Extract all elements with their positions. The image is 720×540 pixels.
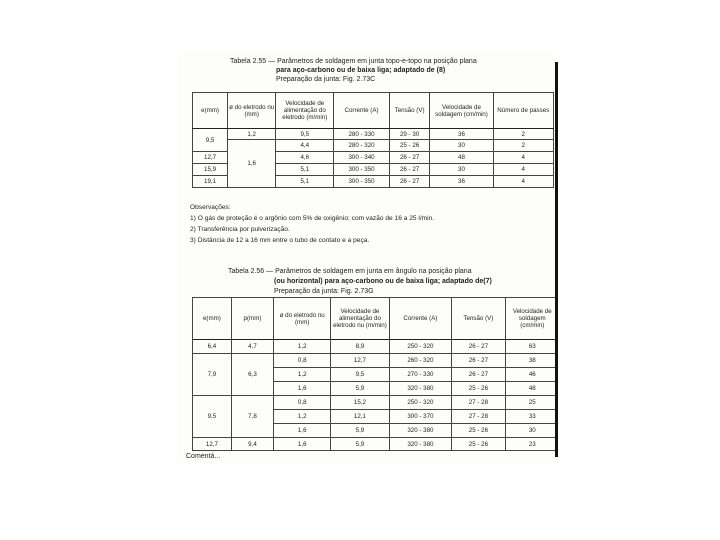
t2-cell-v: 27 - 28 [452,396,505,410]
t2-cell-va: 5,9 [331,424,389,438]
t1-cell-d: 1,6 [228,140,276,188]
t1-cell-va: 4,6 [276,152,334,164]
page-edge-line [555,62,558,457]
t2-cell-e: 12,7 [193,438,232,451]
t2-header-current: Corrente (A) [389,298,452,340]
t2-cell-vs: 48 [505,382,558,396]
t1-cell-v: 26 - 27 [389,164,430,176]
t2-cell-d: 1,2 [274,368,331,382]
table-row [193,140,554,152]
t2-cell-i: 300 - 370 [389,410,452,424]
table-row [193,396,559,410]
t2-cell-va: 9,5 [331,368,389,382]
t2-cell-vs: 30 [505,424,558,438]
t2-cell-va: 5,9 [331,438,389,451]
t1-cell-d: 1,2 [228,129,276,140]
table2-caption-line2 [274,278,492,286]
t2-cell-v: 25 - 26 [452,438,505,451]
t1-cell-va: 9,5 [276,129,334,140]
table1 [192,92,554,188]
t1-cell-vs: 30 [430,164,493,176]
table-row [193,438,559,451]
t1-cell-va: 5,1 [276,176,334,188]
t2-cell-va: 8,9 [331,340,389,354]
t2-cell-vs: 63 [505,340,558,354]
t2-cell-d: 0,8 [274,396,331,410]
t1-cell-e: 9,5 [193,129,228,152]
t2-cell-i: 320 - 380 [389,424,452,438]
t1-cell-i: 300 - 350 [334,176,389,188]
t2-cell-va: 12,7 [331,354,389,368]
t1-cell-e: 12,7 [193,152,228,164]
truncated-comments-text: Comentá... [186,453,221,460]
t1-header-voltage: Tensão (V) [389,93,430,129]
t2-header-thickness: e(mm) [193,298,232,340]
t1-header-current: Corrente (A) [334,93,389,129]
t2-cell-v: 26 - 27 [452,354,505,368]
table2-caption-line3: Preparação da junta: Fig. 2.73G [274,288,374,295]
t2-cell-v: 27 - 28 [452,410,505,424]
t2-cell-vs: 23 [505,438,558,451]
table1-notes [190,202,434,246]
t1-header-welding-speed: Velocidade de soldagem (cm/min) [430,93,493,129]
t2-header-electrode-diameter: ø do eletrodo nu (mm) [274,298,331,340]
t2-cell-i: 320 - 380 [389,438,452,451]
t2-cell-e: 6,4 [193,340,232,354]
table2 [192,297,558,451]
t1-cell-va: 4,4 [276,140,334,152]
scanned-document [178,52,558,462]
t1-cell-i: 300 - 340 [334,152,389,164]
table2-caption-line1: Tabela 2.56 — Parâmetros de soldagem em junta em ângulo na posição plana [228,268,472,275]
t2-cell-d: 1,2 [274,410,331,424]
t1-cell-v: 26 - 27 [389,152,430,164]
t1-cell-v: 26 - 27 [389,176,430,188]
t2-cell-vs: 25 [505,396,558,410]
t2-cell-i: 320 - 380 [389,382,452,396]
t2-cell-v: 26 - 27 [452,340,505,354]
t1-cell-i: 300 - 350 [334,164,389,176]
t2-cell-v: 26 - 27 [452,368,505,382]
t2-header-feed-speed: Velocidade de alimentação do eletrodo nu (m/min) [331,298,389,340]
t2-cell-va: 15,2 [331,396,389,410]
table-row [193,340,559,354]
t2-cell-e: 9,5 [193,396,232,438]
t1-cell-n: 4 [493,164,553,176]
t2-cell-v: 25 - 26 [452,424,505,438]
t2-cell-vs: 38 [505,354,558,368]
table1-caption-line2 [276,67,445,75]
t1-header-passes: Número de passes [493,93,553,129]
note-2: 2) Transferência por pulverização. [190,226,290,233]
t1-cell-i: 280 - 320 [334,140,389,152]
t1-header-feed-speed: Velocidade de alimentação do eletrodo (m/min) [276,93,334,129]
notes-title: Observações: [190,204,231,211]
table1-caption-line2-text: para aço-carbono ou de baixa liga; adaptado de (8) [276,67,446,74]
t2-header-voltage: Tensão (V) [452,298,505,340]
t1-cell-n: 4 [493,152,553,164]
t2-cell-e: 7,9 [193,354,232,396]
t2-cell-d: 1,2 [274,340,331,354]
t1-cell-e: 19,1 [193,176,228,188]
t2-cell-v: 25 - 26 [452,382,505,396]
t1-cell-v: 25 - 26 [389,140,430,152]
t1-header-electrode-diameter: ø do eletrodo nu (mm) [228,93,276,129]
note-1: 1) O gás de proteção é o argônio com 5% de oxigênio; com vazão de 16 a 25 l/min. [190,215,435,222]
t1-cell-n: 4 [493,176,553,188]
table2-header-row [193,298,559,340]
t2-cell-d: 0,8 [274,354,331,368]
t2-cell-p: 6,3 [231,354,273,396]
t1-cell-n: 2 [493,129,553,140]
note-3: 3) Distância de 12 a 16 mm entre o tubo de contato e a peça. [190,237,370,244]
t2-cell-d: 1,6 [274,382,331,396]
t2-cell-d: 1,6 [274,438,331,451]
t2-cell-p: 9,4 [231,438,273,451]
t2-cell-i: 250 - 320 [389,340,452,354]
t1-cell-va: 5,1 [276,164,334,176]
table2-caption-line2-text: (ou horizontal) para aço-carbono ou de baixa liga; adaptado de(7) [274,278,492,285]
table-row [193,354,559,368]
t1-cell-n: 2 [493,140,553,152]
table1-caption-line1: Tabela 2.55 — Parâmetros de soldagem em junta topo-e-topo na posição plana [230,58,477,65]
t2-cell-i: 270 - 330 [389,368,452,382]
table-row [193,129,554,140]
table1-caption-line3: Preparação da junta: Fig. 2.73C [276,76,376,83]
t2-cell-p: 7,8 [231,396,273,438]
t2-cell-va: 5,9 [331,382,389,396]
t1-cell-vs: 36 [430,129,493,140]
table1-header-row [193,93,554,129]
t1-cell-vs: 36 [430,176,493,188]
t2-header-welding-speed: Velocidade de soldagem (cm/min) [505,298,558,340]
t1-header-thickness: e(mm) [193,93,228,129]
t2-cell-d: 1,6 [274,424,331,438]
t2-header-leg: p(mm) [231,298,273,340]
t2-cell-vs: 46 [505,368,558,382]
t2-cell-i: 260 - 320 [389,354,452,368]
t1-cell-e: 15,9 [193,164,228,176]
t2-cell-p: 4,7 [231,340,273,354]
t2-cell-va: 12,1 [331,410,389,424]
t1-cell-vs: 30 [430,140,493,152]
t1-cell-i: 280 - 330 [334,129,389,140]
t2-cell-i: 250 - 320 [389,396,452,410]
t2-cell-vs: 33 [505,410,558,424]
t1-cell-vs: 48 [430,152,493,164]
t1-cell-v: 29 - 30 [389,129,430,140]
